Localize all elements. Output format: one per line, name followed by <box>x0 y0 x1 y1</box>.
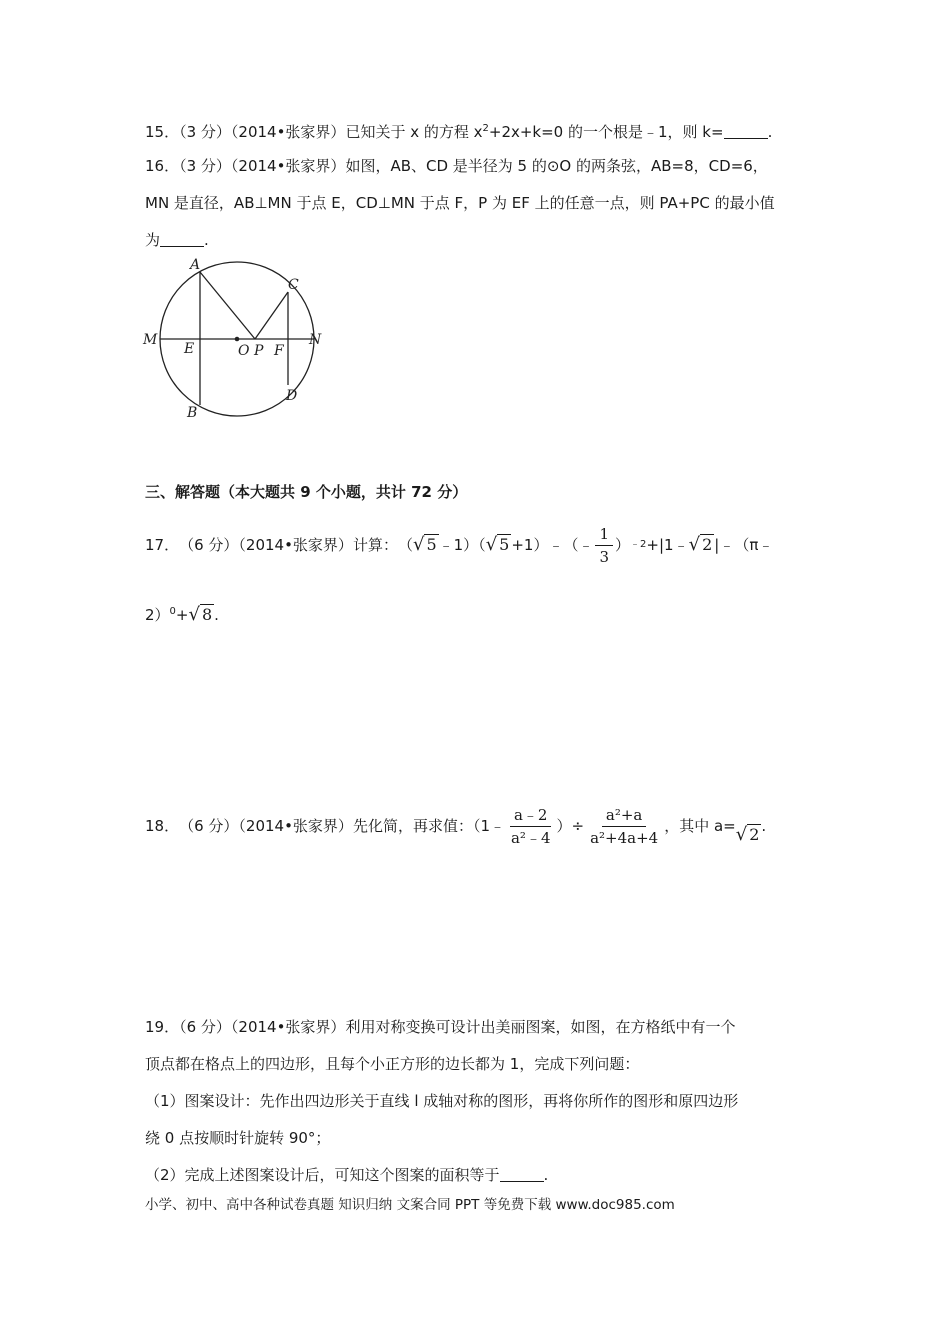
answer-blank <box>724 124 768 139</box>
section-heading: 三、解答题（本大题共 9 个小题，共计 72 分） <box>145 483 468 501</box>
answer-blank <box>500 1167 544 1182</box>
question-19-line-4: 绕 0 点按顺时针旋转 90°； <box>145 1129 331 1147</box>
expr-text: ，其中 a= <box>664 817 736 835</box>
period: . <box>767 123 773 141</box>
sqrt-8: √ 8 <box>188 604 213 625</box>
period: . <box>214 606 219 624</box>
expr-text: +1）﹣（﹣ <box>511 536 594 554</box>
question-text: 为 <box>145 231 161 249</box>
expr-text: 2） <box>145 606 170 624</box>
label-n: N <box>309 332 322 348</box>
question-17-line-2 <box>145 601 219 626</box>
question-meta: （6 分）（2014•张家界） <box>179 817 353 835</box>
question-16-line-3 <box>145 229 209 251</box>
question-text: 已知关于 x 的方程 x <box>345 123 483 141</box>
question-16-line-2: MN 是直径，AB⊥MN 于点 E，CD⊥MN 于点 F，P 为 EF 上的任意一点，则 PA+PC 的最小值 <box>145 194 775 212</box>
fraction-1: $\frac{a﹣2}{\text{a²﹣4}}$ <box>510 805 551 847</box>
question-text: 计算： <box>352 536 398 554</box>
label-c: C <box>288 277 299 293</box>
label-p: P <box>254 343 264 359</box>
fraction-2: $\frac{\text{a²+a}}{\text{a²+4a+4}}$ <box>590 805 659 847</box>
expr-text: |﹣（π﹣ <box>714 536 774 554</box>
question-17-line-1: 17． （6 分）（2014•张家界） 计算： （ √ 5 ﹣1）（ √ 5 +1）﹣（﹣ $\frac{1}{3}$ ） ﹣2 +|1﹣ √ 2 |﹣（π﹣ <box>145 524 774 566</box>
question-meta: （3 分）（2014•张家界） <box>179 123 346 141</box>
question-19-line-5 <box>145 1164 548 1186</box>
question-text: （2）完成上述图案设计后，可知这个图案的面积等于 <box>145 1166 500 1184</box>
circle-figure <box>138 255 338 425</box>
expr-text: ﹣1）（ <box>438 536 486 554</box>
label-m: M <box>143 332 158 348</box>
sqrt-5: √ 5 <box>412 534 437 555</box>
period: . <box>761 817 767 835</box>
question-number: 19． <box>145 1018 180 1036</box>
expr-text: + <box>175 606 189 624</box>
question-meta: （3 分）（2014•张家界） <box>179 157 346 175</box>
segment-pa <box>200 272 255 339</box>
fraction-one-third: $\frac{1}{3}$ <box>595 523 613 568</box>
question-text: +2x+k=0 的一个根是﹣1，则 k= <box>488 123 724 141</box>
label-b: B <box>187 405 198 421</box>
question-text: 利用对称变换可设计出美丽图案，如图，在方格纸中有一个 <box>345 1018 736 1036</box>
label-e: E <box>184 341 195 357</box>
paren: （ <box>397 536 413 554</box>
question-16-line-1 <box>145 155 768 177</box>
superscript: 2 <box>482 123 489 134</box>
question-number: 15． <box>145 123 180 141</box>
question-19-line-3: （1）图案设计：先作出四边形关于直线 l 成轴对称的图形，再将你所作的图形和原四边形 <box>145 1092 739 1110</box>
sqrt-5: √ 5 <box>485 534 510 555</box>
question-19-line-1 <box>145 1016 735 1038</box>
question-number: 18． <box>145 817 180 835</box>
question-19-line-2: 顶点都在格点上的四边形，且每个小正方形的边长都为 1，完成下列问题： <box>145 1055 640 1073</box>
question-text: 如图，AB、CD 是半径为 5 的⊙O 的两条弦，AB=8，CD=6， <box>345 157 768 175</box>
expr-text: ）÷ <box>556 817 585 835</box>
answer-blank <box>160 232 204 247</box>
question-number: 17． <box>145 536 180 554</box>
expr-text: +|1﹣ <box>646 536 689 554</box>
question-15 <box>145 118 772 143</box>
page-footer: 小学、初中、高中各种试卷真题 知识归纳 文案合同 PPT 等免费下载 www.doc985.com <box>145 1197 675 1213</box>
period: . <box>543 1166 549 1184</box>
period: . <box>204 231 209 249</box>
center-point <box>235 337 240 342</box>
exponent: ﹣2 <box>630 539 647 550</box>
label-o: O <box>238 343 250 359</box>
label-d: D <box>286 388 298 404</box>
question-text: 先化简，再求值：（1﹣ <box>352 817 505 835</box>
question-meta: （6 分）（2014•张家界） <box>179 536 353 554</box>
question-meta: （6 分）（2014•张家界） <box>179 1018 346 1036</box>
sqrt-2: √ 2 <box>735 824 760 845</box>
question-number: 16． <box>145 157 180 175</box>
segment-pc <box>255 292 288 339</box>
exponent: 0 <box>169 606 176 617</box>
label-f: F <box>274 343 284 359</box>
sqrt-2: √ 2 <box>688 534 713 555</box>
question-18 <box>145 800 766 852</box>
label-a: A <box>190 257 201 273</box>
